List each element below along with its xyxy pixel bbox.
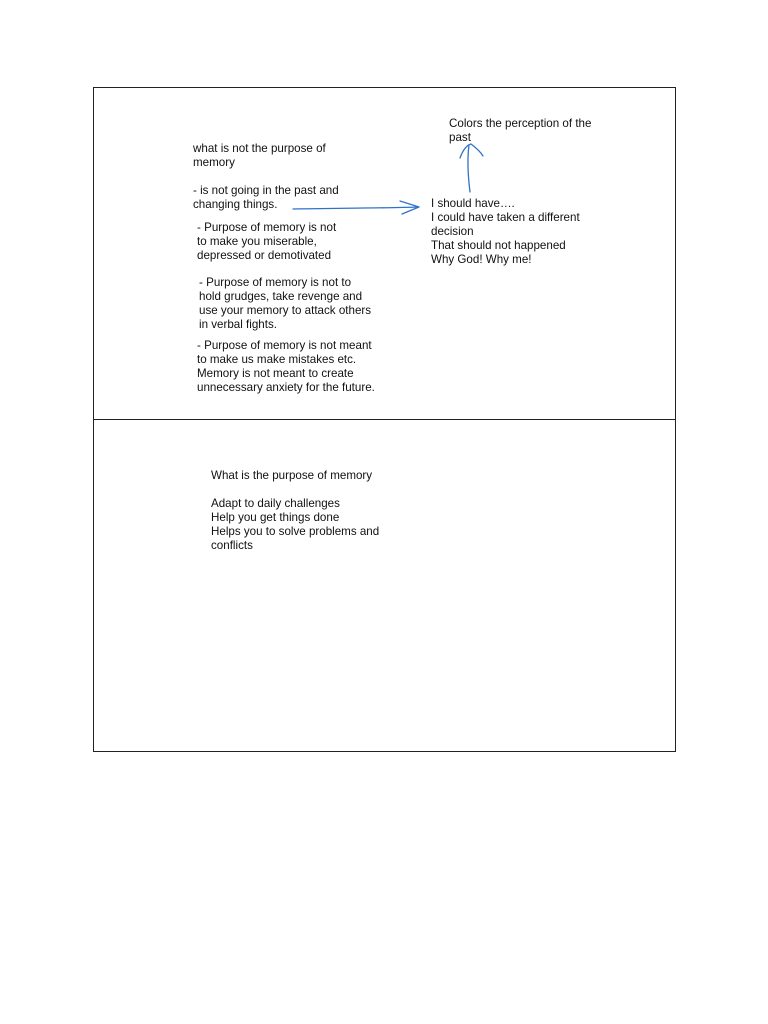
- point-miserable: - Purpose of memory is not to make you miserable, depressed or demotivated: [197, 221, 337, 262]
- slide2-heading: What is the purpose of memory: [211, 469, 373, 482]
- slide1-heading: what is not the purpose of memory: [193, 142, 326, 169]
- arrow-to-regrets-head: [400, 201, 419, 214]
- colors-perception-note: Colors the perception of the past: [449, 117, 592, 144]
- notes-slide-2: [93, 419, 676, 752]
- arrow-up-to-colors: [468, 145, 470, 192]
- regrets-list: I should have…. I could have taken a different decision That should not happened Why God! Why me!: [431, 197, 580, 266]
- arrow-up-to-colors-head: [460, 144, 483, 158]
- point-grudges: - Purpose of memory is not to hold grudges, take revenge and use your memory to attack others in verbal fights.: [199, 276, 372, 331]
- notes-slide-1: [93, 87, 676, 420]
- point-mistakes: - Purpose of memory is not meant to make us make mistakes etc. Memory is not meant to create unnecessary anxiety for the future.: [197, 339, 375, 394]
- purpose-points: Adapt to daily challenges Help you get things done Helps you to solve problems and conflicts: [211, 497, 380, 552]
- point-changing-past: - is not going in the past and changing things.: [193, 184, 339, 211]
